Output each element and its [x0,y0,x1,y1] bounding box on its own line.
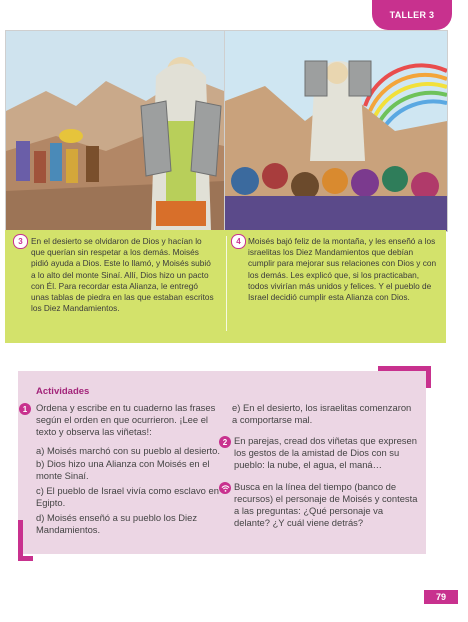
moses-tablets-illustration [6,31,224,231]
activity-2-number: 2 [219,436,231,448]
corner-bracket-top-right [378,366,431,388]
caption-divider [226,236,227,331]
activity-3-text: Busca en la línea del tiempo (banco de recursos) el personaje de Moisés y contesta a las preguntas: ¿Qué personaje va delante? ¿Y cuál viene detrás? [234,481,418,529]
activity-1-option-c: c) El pueblo de Israel vivía como esclavo en Egipto. [36,485,219,509]
page-number: 79 [424,590,458,604]
activity-1-option-e: e) En el desierto, los israelitas comenzaron a comportarse mal. [232,402,412,426]
caption-3-text: En el desierto se olvidaron de Dios y hacían lo que querían sin respetar a los demás. Moisés pidió ayuda a Dios. Este lo llamó, y Moisés subió a lo alto del monte Sinaí. Allí, Dios hizo un pacto con Él. Para recordar esta Alianza, le entregó unas tablas de piedra en las que estaban escritos los Diez Mandamientos. [31,236,214,314]
caption-4-number: 4 [231,234,246,249]
activity-1-number: 1 [19,403,31,415]
activity-2-text: En parejas, cread dos viñetas que expresen los gestos de la amistad de Dios con su pueblo: la nube, el agua, el maná… [234,435,417,471]
corner-bracket-bottom-left [18,520,33,561]
activity-1-option-b: b) Dios hizo una Alianza con Moisés en el monte Sinaí. [36,458,210,482]
moses-people-illustration [225,31,447,231]
caption-4-text: Moisés bajó feliz de la montaña, y les enseñó a los israelitas los Diez Mandamientos que debían cumplir para mejorar sus relaciones con Dios y con los demás. Les explicó que, si los practicaban, todos vivirían más unidos y felices. Y el pueblo de Israel decidió cumplir esta Alianza con Dios. [248,236,437,303]
comic-panel-3 [5,30,225,232]
wifi-icon [219,482,231,494]
activities-title: Actividades [36,386,90,397]
activity-1-option-d: d) Moisés enseñó a su pueblo los Diez Mandamientos. [36,512,198,536]
comic-panel-4 [224,30,448,232]
section-tab: TALLER 3 [372,0,452,30]
caption-3-number: 3 [13,234,28,249]
caption-strip [5,230,446,343]
activity-1-intro: Ordena y escribe en tu cuaderno las frases según el orden en que ocurrieron. ¡Lee el texto y observa las viñetas!: [36,402,216,438]
activity-1-option-a: a) Moisés marchó con su pueblo al desierto. [36,445,220,456]
